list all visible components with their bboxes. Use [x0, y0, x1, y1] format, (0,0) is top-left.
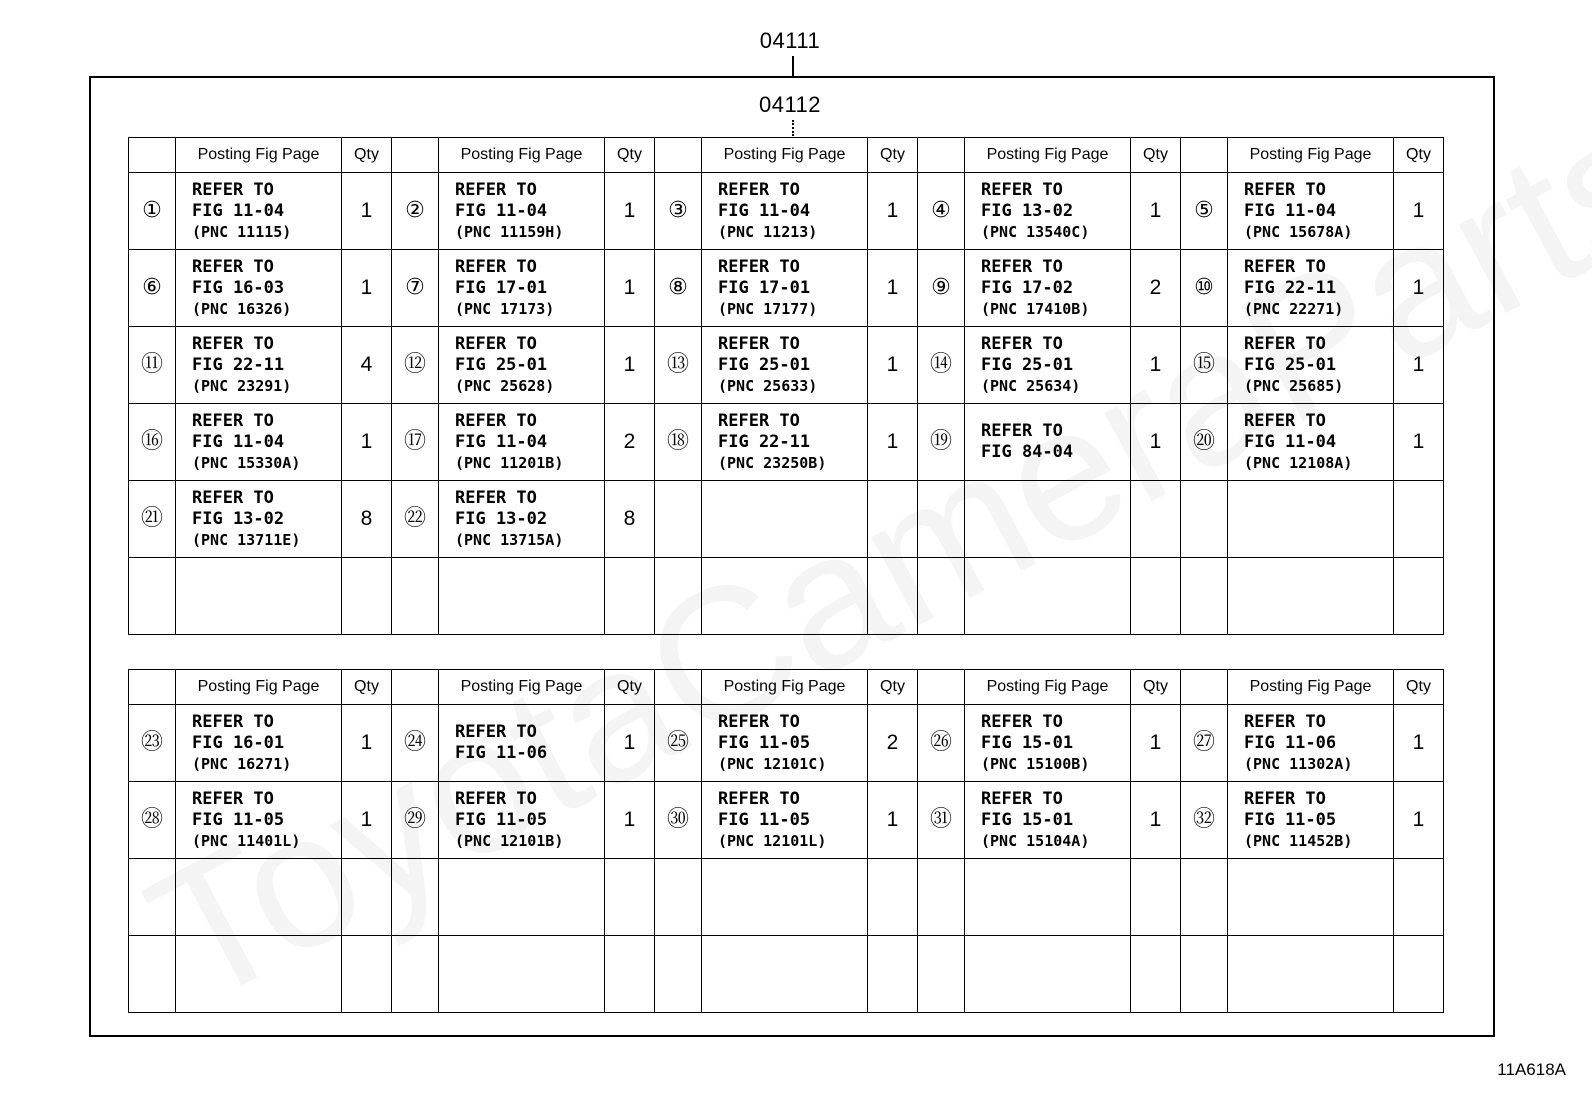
- pnc-code: (PNC 11159H): [455, 223, 564, 241]
- header-qty: Qty: [342, 670, 392, 705]
- item-number: [655, 859, 702, 936]
- fig-reference: [176, 859, 342, 936]
- fig-number: FIG 22-11: [192, 355, 285, 375]
- pnc-code: (PNC 15100B): [981, 755, 1090, 773]
- fig-reference: [965, 250, 1131, 327]
- refer-to-text: REFER TO: [981, 789, 1063, 809]
- item-number: ⑩: [1181, 250, 1228, 327]
- item-number: ㉔: [392, 705, 439, 782]
- header-number-cell: [129, 670, 176, 705]
- quantity: 8: [342, 481, 392, 558]
- fig-reference: [439, 173, 605, 250]
- pnc-code: (PNC 12101L): [718, 832, 827, 850]
- pnc-code: (PNC 13711E): [192, 531, 301, 549]
- item-number: ⑬: [655, 327, 702, 404]
- item-number: [129, 936, 176, 1013]
- refer-to-text: REFER TO: [1244, 180, 1326, 200]
- quantity: 1: [868, 327, 918, 404]
- item-number: [392, 859, 439, 936]
- quantity: 1: [868, 173, 918, 250]
- header-qty: Qty: [342, 138, 392, 173]
- fig-reference: [176, 404, 342, 481]
- header-posting-fig-page: Posting Fig Page: [176, 138, 342, 173]
- quantity: [605, 936, 655, 1013]
- item-number: ⑲: [918, 404, 965, 481]
- quantity: [1131, 936, 1181, 1013]
- item-number: ㉜: [1181, 782, 1228, 859]
- fig-number: FIG 11-05: [455, 810, 548, 830]
- refer-to-text: REFER TO: [455, 180, 537, 200]
- fig-number: FIG 17-02: [981, 278, 1074, 298]
- quantity: [868, 481, 918, 558]
- fig-reference: [439, 936, 605, 1013]
- pnc-code: (PNC 15330A): [192, 454, 301, 472]
- fig-reference: [439, 705, 605, 782]
- item-number: ⑨: [918, 250, 965, 327]
- fig-reference: [176, 936, 342, 1013]
- header-number-cell: [918, 138, 965, 173]
- fig-number: FIG 16-03: [192, 278, 285, 298]
- fig-reference: [439, 327, 605, 404]
- refer-to-text: REFER TO: [981, 180, 1063, 200]
- quantity: 1: [342, 173, 392, 250]
- fig-reference: [965, 782, 1131, 859]
- item-number: ⑥: [129, 250, 176, 327]
- table-header-row: [129, 670, 1444, 705]
- pnc-code: (PNC 13540C): [981, 223, 1090, 241]
- header-posting-fig-page: Posting Fig Page: [1228, 670, 1394, 705]
- header-number-cell: [129, 138, 176, 173]
- item-number: ⑧: [655, 250, 702, 327]
- fig-reference: [965, 481, 1131, 558]
- item-number: ③: [655, 173, 702, 250]
- refer-to-text: REFER TO: [192, 488, 274, 508]
- quantity: 2: [605, 404, 655, 481]
- header-number-cell: [655, 138, 702, 173]
- quantity: [1131, 558, 1181, 635]
- table-row: [129, 404, 1444, 481]
- table-row: [129, 173, 1444, 250]
- fig-reference: [965, 327, 1131, 404]
- quantity: [1131, 481, 1181, 558]
- pnc-code: (PNC 17173): [455, 300, 555, 318]
- refer-to-text: REFER TO: [455, 789, 537, 809]
- pnc-code: (PNC 25634): [981, 377, 1081, 395]
- table-row: [129, 782, 1444, 859]
- fig-number: FIG 15-01: [981, 733, 1074, 753]
- fig-reference: [439, 558, 605, 635]
- fig-reference: [176, 705, 342, 782]
- parts-table-lower: [128, 669, 1444, 1013]
- fig-number: FIG 11-04: [192, 432, 285, 452]
- item-number: ㉓: [129, 705, 176, 782]
- item-number: ㉒: [392, 481, 439, 558]
- pnc-code: (PNC 11115): [192, 223, 292, 241]
- item-number: [129, 859, 176, 936]
- item-number: ㉙: [392, 782, 439, 859]
- refer-to-text: REFER TO: [718, 712, 800, 732]
- fig-reference: [1228, 327, 1394, 404]
- item-number: [392, 936, 439, 1013]
- quantity: [342, 859, 392, 936]
- refer-to-text: REFER TO: [192, 334, 274, 354]
- fig-number: FIG 22-11: [718, 432, 811, 452]
- fig-number: FIG 84-04: [981, 442, 1074, 462]
- table-row: [129, 327, 1444, 404]
- item-number: [1181, 481, 1228, 558]
- item-number: ㉚: [655, 782, 702, 859]
- pnc-code: (PNC 11401L): [192, 832, 301, 850]
- quantity: [868, 859, 918, 936]
- refer-to-text: REFER TO: [455, 257, 537, 277]
- quantity: [1394, 481, 1444, 558]
- fig-reference: [176, 782, 342, 859]
- pnc-code: (PNC 23291): [192, 377, 292, 395]
- refer-to-text: REFER TO: [1244, 789, 1326, 809]
- item-number: ⑤: [1181, 173, 1228, 250]
- item-number: ㉘: [129, 782, 176, 859]
- quantity: 1: [342, 705, 392, 782]
- fig-number: FIG 13-02: [455, 509, 548, 529]
- pnc-code: (PNC 11213): [718, 223, 818, 241]
- pnc-code: (PNC 17410B): [981, 300, 1090, 318]
- pnc-code: (PNC 25628): [455, 377, 555, 395]
- quantity: [1394, 558, 1444, 635]
- pnc-code: (PNC 25685): [1244, 377, 1344, 395]
- header-number-cell: [918, 670, 965, 705]
- quantity: 1: [1394, 173, 1444, 250]
- pnc-code: (PNC 11201B): [455, 454, 564, 472]
- header-posting-fig-page: Posting Fig Page: [439, 670, 605, 705]
- fig-reference: [965, 705, 1131, 782]
- item-number: ㉑: [129, 481, 176, 558]
- fig-reference: [965, 859, 1131, 936]
- refer-to-text: REFER TO: [192, 712, 274, 732]
- refer-to-text: REFER TO: [981, 421, 1063, 441]
- fig-reference: [1228, 250, 1394, 327]
- fig-number: FIG 17-01: [718, 278, 811, 298]
- item-number: ⑮: [1181, 327, 1228, 404]
- fig-reference: [702, 558, 868, 635]
- quantity: 1: [1131, 782, 1181, 859]
- quantity: 1: [1394, 250, 1444, 327]
- refer-to-text: REFER TO: [981, 257, 1063, 277]
- fig-reference: [176, 250, 342, 327]
- fig-reference: [702, 782, 868, 859]
- header-number-cell: [1181, 670, 1228, 705]
- quantity: [1131, 859, 1181, 936]
- quantity: [342, 558, 392, 635]
- quantity: 2: [868, 705, 918, 782]
- quantity: 1: [1394, 782, 1444, 859]
- quantity: 1: [1131, 327, 1181, 404]
- table-row: [129, 558, 1444, 635]
- fig-number: FIG 25-01: [718, 355, 811, 375]
- refer-to-text: REFER TO: [981, 712, 1063, 732]
- fig-reference: [439, 250, 605, 327]
- parts-table-upper: [128, 137, 1444, 635]
- refer-to-text: REFER TO: [1244, 411, 1326, 431]
- item-number: ㉛: [918, 782, 965, 859]
- item-number: [1181, 859, 1228, 936]
- quantity: 1: [1131, 173, 1181, 250]
- header-number-cell: [655, 670, 702, 705]
- fig-reference: [1228, 782, 1394, 859]
- fig-reference: [1228, 558, 1394, 635]
- figure-id: 11A618A: [1497, 1060, 1566, 1079]
- fig-reference: [439, 859, 605, 936]
- quantity: 4: [342, 327, 392, 404]
- pnc-code: (PNC 11302A): [1244, 755, 1353, 773]
- header-number-cell: [392, 138, 439, 173]
- fig-reference: [702, 705, 868, 782]
- pnc-code: (PNC 16271): [192, 755, 292, 773]
- header-qty: Qty: [1394, 138, 1444, 173]
- fig-reference: [965, 558, 1131, 635]
- fig-number: FIG 11-04: [192, 201, 285, 221]
- table-row: [129, 250, 1444, 327]
- item-number: [129, 558, 176, 635]
- refer-to-text: REFER TO: [1244, 334, 1326, 354]
- item-number: ⑱: [655, 404, 702, 481]
- fig-number: FIG 11-05: [718, 733, 811, 753]
- fig-reference: [1228, 404, 1394, 481]
- fig-number: FIG 11-05: [192, 810, 285, 830]
- header-qty: Qty: [1131, 138, 1181, 173]
- fig-number: FIG 11-04: [455, 432, 548, 452]
- header-posting-fig-page: Posting Fig Page: [176, 670, 342, 705]
- header-qty: Qty: [1394, 670, 1444, 705]
- refer-to-text: REFER TO: [718, 789, 800, 809]
- quantity: 1: [1131, 404, 1181, 481]
- fig-reference: [176, 327, 342, 404]
- quantity: 1: [342, 250, 392, 327]
- fig-reference: [965, 404, 1131, 481]
- item-number: [1181, 558, 1228, 635]
- quantity: 8: [605, 481, 655, 558]
- fig-reference: [702, 404, 868, 481]
- fig-reference: [176, 173, 342, 250]
- quantity: 1: [605, 173, 655, 250]
- item-number: ⑰: [392, 404, 439, 481]
- header-qty: Qty: [605, 670, 655, 705]
- quantity: 1: [868, 404, 918, 481]
- fig-number: FIG 17-01: [455, 278, 548, 298]
- quantity: [868, 936, 918, 1013]
- item-number: [655, 936, 702, 1013]
- quantity: [342, 936, 392, 1013]
- fig-number: FIG 11-04: [1244, 201, 1337, 221]
- pnc-code: (PNC 15104A): [981, 832, 1090, 850]
- item-number: ②: [392, 173, 439, 250]
- pnc-code: (PNC 25633): [718, 377, 818, 395]
- item-number: ⑯: [129, 404, 176, 481]
- pnc-code: (PNC 23250B): [718, 454, 827, 472]
- quantity: 1: [605, 250, 655, 327]
- table-row: [129, 481, 1444, 558]
- fig-number: FIG 11-04: [455, 201, 548, 221]
- item-number: ㉗: [1181, 705, 1228, 782]
- header-posting-fig-page: Posting Fig Page: [965, 670, 1131, 705]
- fig-reference: [1228, 173, 1394, 250]
- fig-reference: [702, 173, 868, 250]
- item-number: ⑫: [392, 327, 439, 404]
- item-number: ④: [918, 173, 965, 250]
- pnc-code: (PNC 15678A): [1244, 223, 1353, 241]
- assembly-leader-line: [792, 56, 794, 77]
- quantity: 1: [868, 250, 918, 327]
- fig-reference: [1228, 481, 1394, 558]
- subassembly-code: 04112: [758, 92, 822, 117]
- header-posting-fig-page: Posting Fig Page: [1228, 138, 1394, 173]
- quantity: 1: [605, 705, 655, 782]
- pnc-code: (PNC 13715A): [455, 531, 564, 549]
- header-qty: Qty: [1131, 670, 1181, 705]
- item-number: ㉕: [655, 705, 702, 782]
- refer-to-text: REFER TO: [718, 334, 800, 354]
- table-row: [129, 859, 1444, 936]
- item-number: ㉖: [918, 705, 965, 782]
- item-number: [392, 558, 439, 635]
- header-number-cell: [1181, 138, 1228, 173]
- fig-number: FIG 25-01: [455, 355, 548, 375]
- refer-to-text: REFER TO: [718, 257, 800, 277]
- pnc-code: (PNC 17177): [718, 300, 818, 318]
- fig-number: FIG 16-01: [192, 733, 285, 753]
- item-number: [918, 481, 965, 558]
- fig-reference: [702, 327, 868, 404]
- fig-number: FIG 15-01: [981, 810, 1074, 830]
- pnc-code: (PNC 22271): [1244, 300, 1344, 318]
- fig-reference: [702, 481, 868, 558]
- refer-to-text: REFER TO: [455, 488, 537, 508]
- refer-to-text: REFER TO: [1244, 257, 1326, 277]
- pnc-code: (PNC 12108A): [1244, 454, 1353, 472]
- header-qty: Qty: [868, 670, 918, 705]
- pnc-code: (PNC 12101B): [455, 832, 564, 850]
- item-number: [1181, 936, 1228, 1013]
- refer-to-text: REFER TO: [1244, 712, 1326, 732]
- quantity: 1: [342, 782, 392, 859]
- refer-to-text: REFER TO: [718, 411, 800, 431]
- item-number: ⑭: [918, 327, 965, 404]
- quantity: 1: [342, 404, 392, 481]
- item-number: ⑳: [1181, 404, 1228, 481]
- assembly-code: 04111: [759, 28, 821, 53]
- item-number: [918, 936, 965, 1013]
- fig-reference: [1228, 705, 1394, 782]
- header-number-cell: [392, 670, 439, 705]
- pnc-code: (PNC 16326): [192, 300, 292, 318]
- quantity: 1: [1394, 404, 1444, 481]
- pnc-code: (PNC 12101C): [718, 755, 827, 773]
- pnc-code: (PNC 11452B): [1244, 832, 1353, 850]
- subassembly-leader-line: [792, 120, 794, 136]
- fig-number: FIG 25-01: [981, 355, 1074, 375]
- quantity: 2: [1131, 250, 1181, 327]
- fig-number: FIG 22-11: [1244, 278, 1337, 298]
- item-number: [655, 481, 702, 558]
- header-posting-fig-page: Posting Fig Page: [702, 670, 868, 705]
- quantity: [605, 859, 655, 936]
- refer-to-text: REFER TO: [718, 180, 800, 200]
- item-number: ⑦: [392, 250, 439, 327]
- fig-reference: [702, 250, 868, 327]
- quantity: 1: [1131, 705, 1181, 782]
- fig-reference: [439, 481, 605, 558]
- table-row: [129, 936, 1444, 1013]
- header-posting-fig-page: Posting Fig Page: [439, 138, 605, 173]
- quantity: [868, 558, 918, 635]
- fig-number: FIG 11-04: [718, 201, 811, 221]
- fig-number: FIG 13-02: [981, 201, 1074, 221]
- refer-to-text: REFER TO: [192, 411, 274, 431]
- quantity: [605, 558, 655, 635]
- refer-to-text: REFER TO: [192, 180, 274, 200]
- fig-number: FIG 13-02: [192, 509, 285, 529]
- fig-reference: [439, 782, 605, 859]
- refer-to-text: REFER TO: [455, 722, 537, 742]
- fig-number: FIG 11-05: [718, 810, 811, 830]
- refer-to-text: REFER TO: [192, 257, 274, 277]
- fig-number: FIG 25-01: [1244, 355, 1337, 375]
- fig-number: FIG 11-05: [1244, 810, 1337, 830]
- fig-reference: [439, 404, 605, 481]
- refer-to-text: REFER TO: [455, 334, 537, 354]
- fig-reference: [702, 859, 868, 936]
- table-header-row: [129, 138, 1444, 173]
- quantity: 1: [1394, 327, 1444, 404]
- refer-to-text: REFER TO: [981, 334, 1063, 354]
- quantity: 1: [868, 782, 918, 859]
- refer-to-text: REFER TO: [192, 789, 274, 809]
- fig-reference: [965, 173, 1131, 250]
- quantity: 1: [1394, 705, 1444, 782]
- item-number: [918, 859, 965, 936]
- fig-reference: [1228, 936, 1394, 1013]
- item-number: ⑪: [129, 327, 176, 404]
- header-qty: Qty: [605, 138, 655, 173]
- fig-reference: [1228, 859, 1394, 936]
- item-number: [918, 558, 965, 635]
- fig-reference: [176, 558, 342, 635]
- item-number: [655, 558, 702, 635]
- quantity: [1394, 936, 1444, 1013]
- fig-reference: [965, 936, 1131, 1013]
- header-qty: Qty: [868, 138, 918, 173]
- item-number: ①: [129, 173, 176, 250]
- fig-number: FIG 11-06: [1244, 733, 1337, 753]
- quantity: 1: [605, 327, 655, 404]
- header-posting-fig-page: Posting Fig Page: [965, 138, 1131, 173]
- fig-number: FIG 11-06: [455, 743, 548, 763]
- quantity: [1394, 859, 1444, 936]
- fig-reference: [176, 481, 342, 558]
- header-posting-fig-page: Posting Fig Page: [702, 138, 868, 173]
- table-row: [129, 705, 1444, 782]
- fig-reference: [702, 936, 868, 1013]
- quantity: 1: [605, 782, 655, 859]
- fig-number: FIG 11-04: [1244, 432, 1337, 452]
- refer-to-text: REFER TO: [455, 411, 537, 431]
